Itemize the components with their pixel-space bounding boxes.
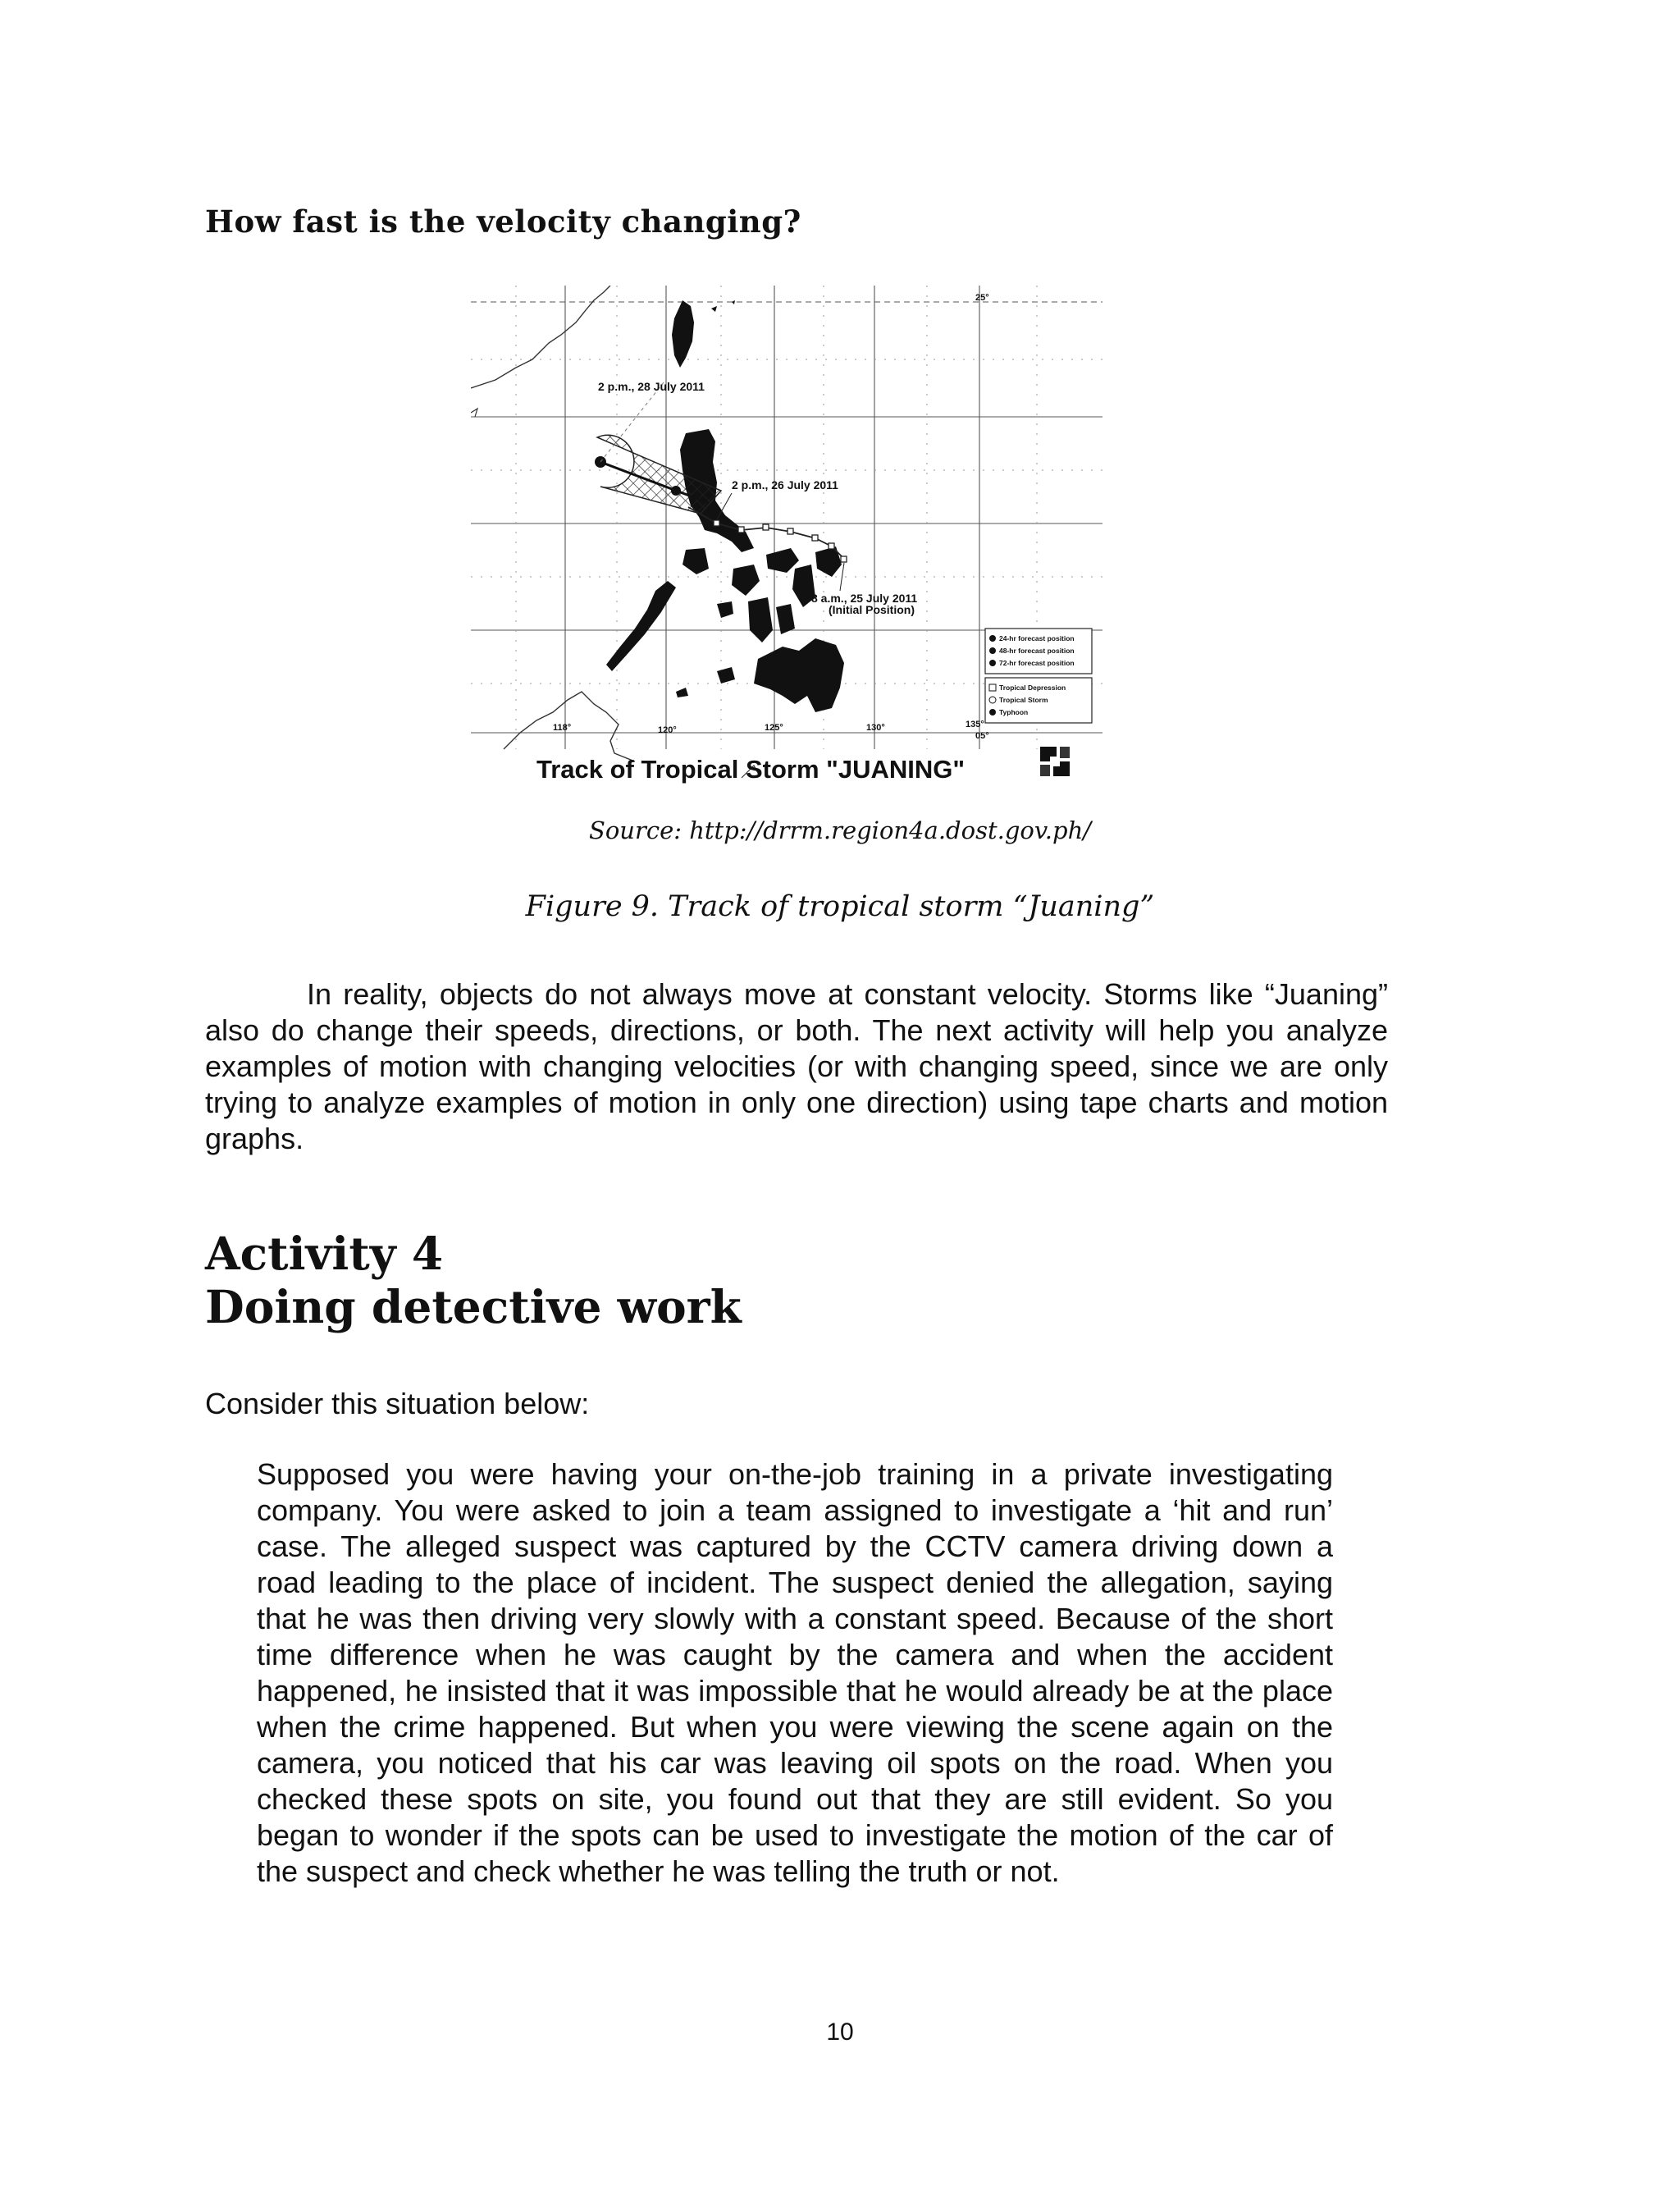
scenario-paragraph: Supposed you were having your on-the-job training in a private investigating company. You were asked to join a team assigned to investigate a ‘hit and run’ case. The alleged suspect was captured by the CCTV camera driving down a road leading to the place of incident. The suspect denied the allegation, saying that he was then driving very slowly with a constant speed. Because of the short time difference when he was caught by the camera and when the accident happened, he insisted that it was impossible that he would already be at the place when the crime happened. But when you were viewing the scene again on the camera, you noticed that his car was leaving oil spots on the road. When you checked these spots on site, you found out that they are still evident. So you began to wonder if the spots can be used to investigate the motion of the car of the suspect and check whether he was telling the truth or not. xyxy=(257,1457,1333,1888)
intro-paragraph: In reality, objects do not always move at constant velocity. Storms like “Juaning” also do change their speeds, directions, or both. The next activity will help you analyze examples of motion with changing velocities (or with changing speed, since we are only trying to analyze examples of motion in only one direction) using tape charts and motion graphs. xyxy=(205,977,1388,1155)
prompt-text: Consider this situation below: xyxy=(205,1387,590,1420)
longitude-label: 130° xyxy=(866,723,885,733)
latitude-label: 25° xyxy=(975,293,989,303)
longitude-label: 125° xyxy=(765,723,783,733)
legend-item: 72-hr forecast position xyxy=(999,659,1075,667)
longitude-label: 120° xyxy=(658,725,677,735)
legend-item: Typhoon xyxy=(999,708,1029,716)
figure-title: Track of Tropical Storm "JUANING" xyxy=(536,755,966,784)
forecast-legend xyxy=(985,629,1092,674)
longitude-label: 135° xyxy=(966,720,984,729)
figure-source: Source: http://drrm.region4a.dost.gov.ph/ xyxy=(588,816,1092,844)
legend-item: Tropical Storm xyxy=(999,696,1048,704)
section-heading: How fast is the velocity changing? xyxy=(205,203,801,240)
legend-item: Tropical Depression xyxy=(999,684,1066,692)
storm-track-map xyxy=(471,286,1111,802)
legend-item: 24-hr forecast position xyxy=(999,634,1075,642)
figure-caption: Figure 9. Track of tropical storm “Juaning” xyxy=(525,890,1155,923)
label-position-3: 8 a.m., 25 July 2011 xyxy=(811,592,918,605)
latitude-label: 05° xyxy=(975,731,989,741)
label-position-1: 2 p.m., 28 July 2011 xyxy=(598,380,705,393)
activity-number: Activity 4 xyxy=(205,1227,444,1280)
longitude-label: 118° xyxy=(553,723,572,733)
activity-title: Doing detective work xyxy=(205,1280,742,1333)
label-position-3-note: (Initial Position) xyxy=(829,603,915,616)
legend-item: 48-hr forecast position xyxy=(999,647,1075,655)
storm-type-legend xyxy=(985,678,1092,723)
label-position-2: 2 p.m., 26 July 2011 xyxy=(732,478,838,491)
storm-track-figure xyxy=(471,286,1111,802)
page-number: 10 xyxy=(826,2019,854,2046)
